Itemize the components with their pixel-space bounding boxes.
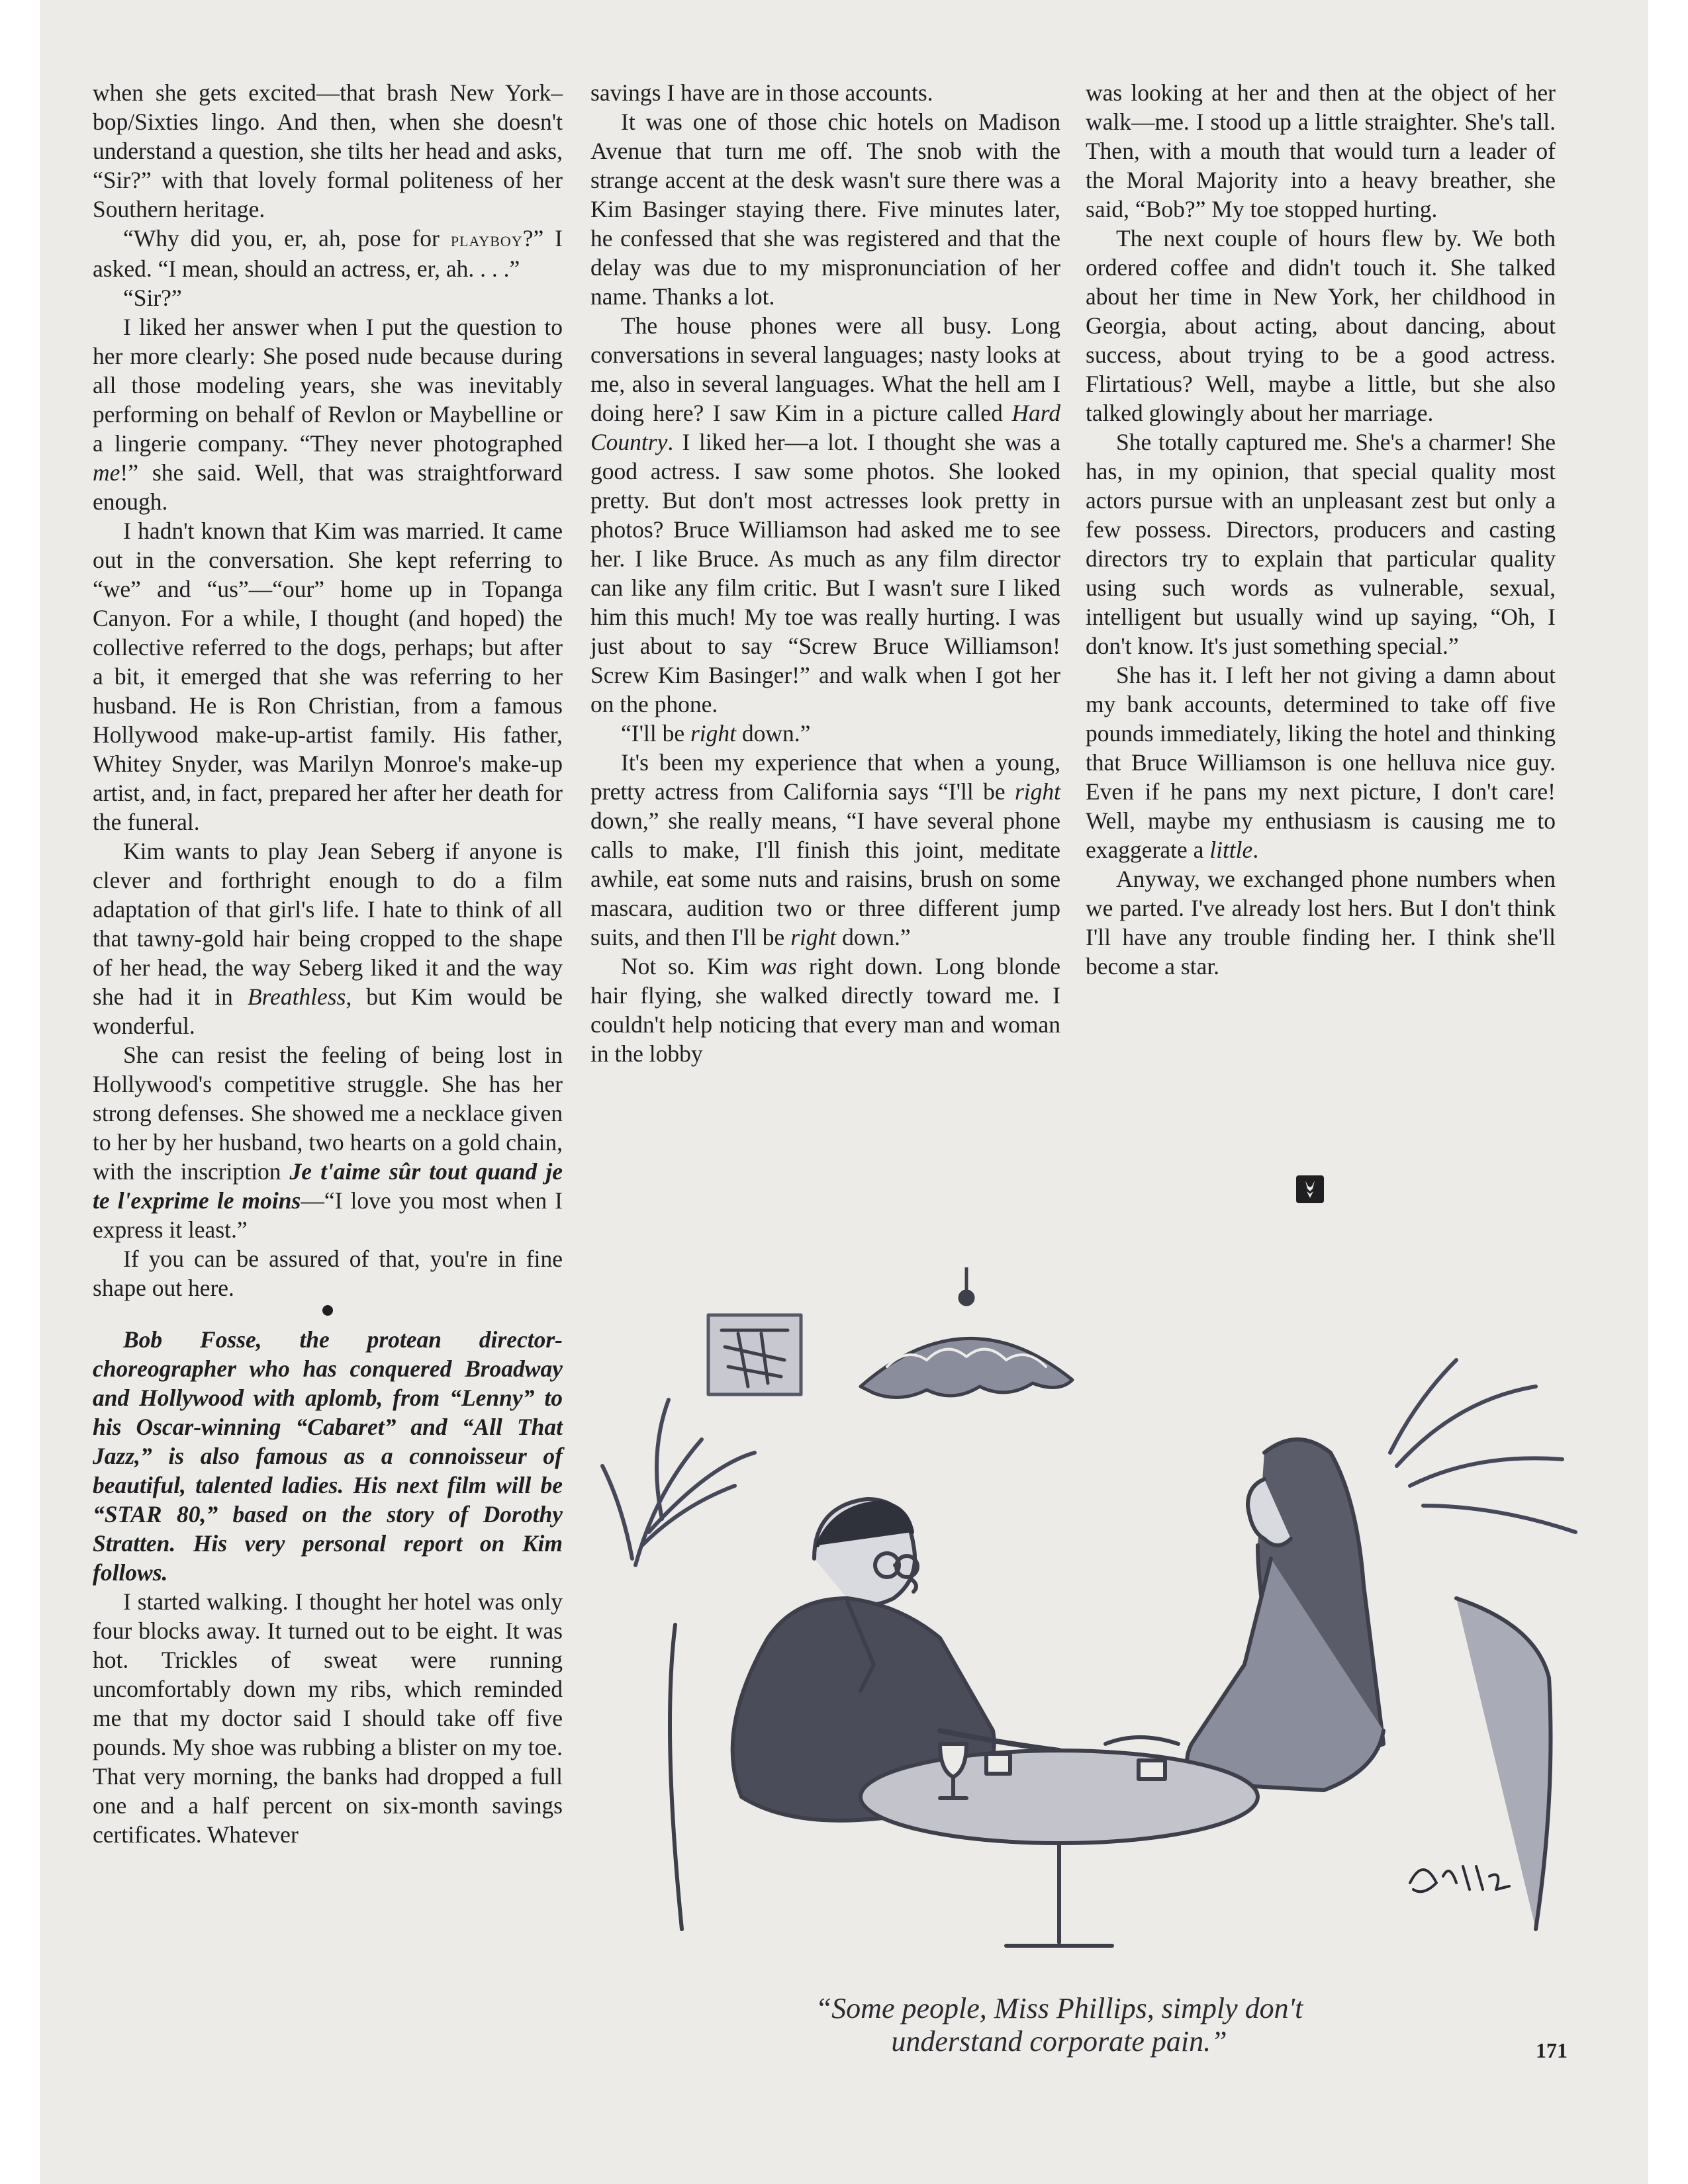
plant-left xyxy=(602,1400,755,1565)
paragraph: Anyway, we exchanged phone numbers when we parted. I've already lost hers. But I don't think I'll have any trouble finding her. I think she'll become a star. xyxy=(1086,866,1556,979)
article-column-3 xyxy=(1086,78,1556,981)
paragraph: Not so. Kim was right down. Long blonde hair flying, she walked directly toward me. I couldn't help noticing that every man and woman in the lobby xyxy=(590,953,1060,1067)
paragraph: was looking at her and then at the object of her walk—me. I stood up a little straighter. She's tall. Then, with a mouth that would turn a leader of the Moral Majority into a heavy breather, she said, “Bob?” My toe stopped hurting. xyxy=(1086,79,1556,222)
article-column-2 xyxy=(590,78,1060,1068)
paragraph: “Sir?” xyxy=(123,285,182,311)
playboy-bunny-icon xyxy=(1296,1175,1324,1203)
caption-line: understand corporate pain.” xyxy=(891,2025,1227,2058)
section-bullet xyxy=(322,1305,333,1316)
caption-line: “Some people, Miss Phillips, simply don't xyxy=(815,1992,1303,2025)
paragraph: The house phones were all busy. Long conversations in several languages; nasty looks at me, also in several languages. What the hell am I doing here? I saw Kim in a picture called Hard Country. I liked her—a lot. I thought she was a good actress. I saw some photos. She looked pretty. But don't most actresses look pretty in photos? Bruce Williamson had asked me to see her. I like Bruce. As much as any film director can like any film critic. But I wasn't sure I liked him this much! My toe was really hurting. I was just about to say “Screw Bruce Williamson! Screw Kim Basinger!” and walk when I got her on the phone. xyxy=(590,312,1060,717)
paragraph: I hadn't known that Kim was married. It came out in the conversation. She kept referring to “we” and “us”—“our” home up in Topanga Canyon. For a while, I thought (and hoped) the collective referred to the dogs, perhaps; but after a bit, it emerged that she was referring to her husband. He is Ron Christian, from a famous Hollywood make-up-artist family. His father, Whitey Snyder, was Marilyn Monroe's make-up artist, and, in fact, prepared her after her death for the funeral. xyxy=(93,518,563,835)
paragraph: She totally captured me. She's a charmer! She has, in my opinion, that special quality most actors pursue with an unpleasant zest but only a few possess. Directors, producers and casting directors try to explain that particular quality using such words as vulnerable, sexual, intelligent but usually wind up saying, “Oh, I don't know. It's just something special.” xyxy=(1086,429,1556,659)
wall-picture xyxy=(708,1315,801,1394)
paragraph: It was one of those chic hotels on Madison Avenue that turn me off. The snob with the strange accent at the desk wasn't sure there was a Kim Basinger staying there. Five minutes later, he confessed that she was registered and that the delay was due to my mispronunciation of her name. Thanks a lot. xyxy=(590,109,1060,310)
paragraph: “Why did you, er, ah, pose for playboy?” I asked. “I mean, should an actress, er, ah. . . .” xyxy=(93,225,563,282)
paragraph: She has it. I left her not giving a damn about my bank accounts, determined to take off five pounds immediately, liking the hotel and thinking that Bruce Williamson is one helluva nice guy. Even if he pans my next picture, I don't care! Well, maybe my enthusiasm is causing me to exaggerate a little. xyxy=(1086,662,1556,863)
article-column-1 xyxy=(93,78,563,1849)
paragraph: I liked her answer when I put the question to her more clearly: She posed nude because during all those modeling years, she was inevitably performing on behalf of Revlon or Maybelline or a lingerie company. “They never photographed me!” she said. Well, that was straightforward enough. xyxy=(93,314,563,515)
cartoon-caption xyxy=(728,1992,1390,2058)
cartoon-illustration xyxy=(596,1267,1602,1962)
paragraph: when she gets excited—that brash New York–bop/Sixties lingo. And then, when she doesn't understand a question, she tilts her head and asks, “Sir?” with that lovely formal politeness of her Southern heritage. xyxy=(93,79,563,222)
paragraph: It's been my experience that when a young, pretty actress from California says “I'll be right down,” she really means, “I have several phone calls to make, I'll finish this joint, meditate awhile, eat some nuts and raisins, brush on some mascara, audition two or three different jump suits, and then I'll be right down.” xyxy=(590,749,1060,950)
magazine-name: playboy xyxy=(450,228,523,251)
paragraph: If you can be assured of that, you're in fine shape out here. xyxy=(93,1246,563,1301)
artist-signature xyxy=(1410,1866,1509,1891)
plant-right xyxy=(1390,1360,1575,1532)
paragraph: The next couple of hours flew by. We both ordered coffee and didn't touch it. She talked about her time in New York, her childhood in Georgia, about acting, about dancing, about success, about trying to be a good actress. Flirtatious? Well, maybe a little, but she also talked glowingly about her marriage. xyxy=(1086,225,1556,426)
paragraph: savings I have are in those accounts. xyxy=(590,79,933,106)
paragraph: She can resist the feeling of being lost in Hollywood's competitive struggle. She has her strong defenses. She showed me a necklace given to her by her husband, two hearts on a gold chain, with the inscription Je t'aime sûr tout quand je te l'exprime le moins—“I love you most when I express it least.” xyxy=(93,1042,563,1243)
magazine-page xyxy=(40,0,1648,2184)
cartoon-woman xyxy=(1105,1439,1383,1790)
paragraph: I started walking. I thought her hotel was only four blocks away. It turned out to be eight. It was hot. Trickles of sweat were running uncomfortably down my ribs, which reminded me that my doctor said I should take off five pounds. My shoe was rubbing a blister on my toe. That very morning, the banks had dropped a full one and a half percent on six-month savings certificates. Whatever xyxy=(93,1588,563,1848)
hanging-lamp xyxy=(861,1267,1072,1397)
paragraph: “I'll be right down.” xyxy=(621,720,811,747)
page-number: 171 xyxy=(1536,2038,1568,2062)
cartoon-table xyxy=(861,1744,1258,1946)
paragraph: Kim wants to play Jean Seberg if anyone is clever and forthright enough to do a film adaptation of that girl's life. I hate to think of all that tawny-gold hair being cropped to the shape of her head, the way Seberg liked it and the way she had it in Breathless, but Kim would be wonderful. xyxy=(93,838,563,1039)
intro-paragraph: Bob Fosse, the protean director-choreographer who has conquered Broadway and Hollywood with aplomb, from “Lenny” to his Oscar-winning “Cabaret” and “All That Jazz,” is also famous as a connoisseur of beautiful, talented ladies. His next film will be “STAR 80,” based on the story of Dorothy Stratten. His very personal report on Kim follows. xyxy=(93,1326,563,1586)
